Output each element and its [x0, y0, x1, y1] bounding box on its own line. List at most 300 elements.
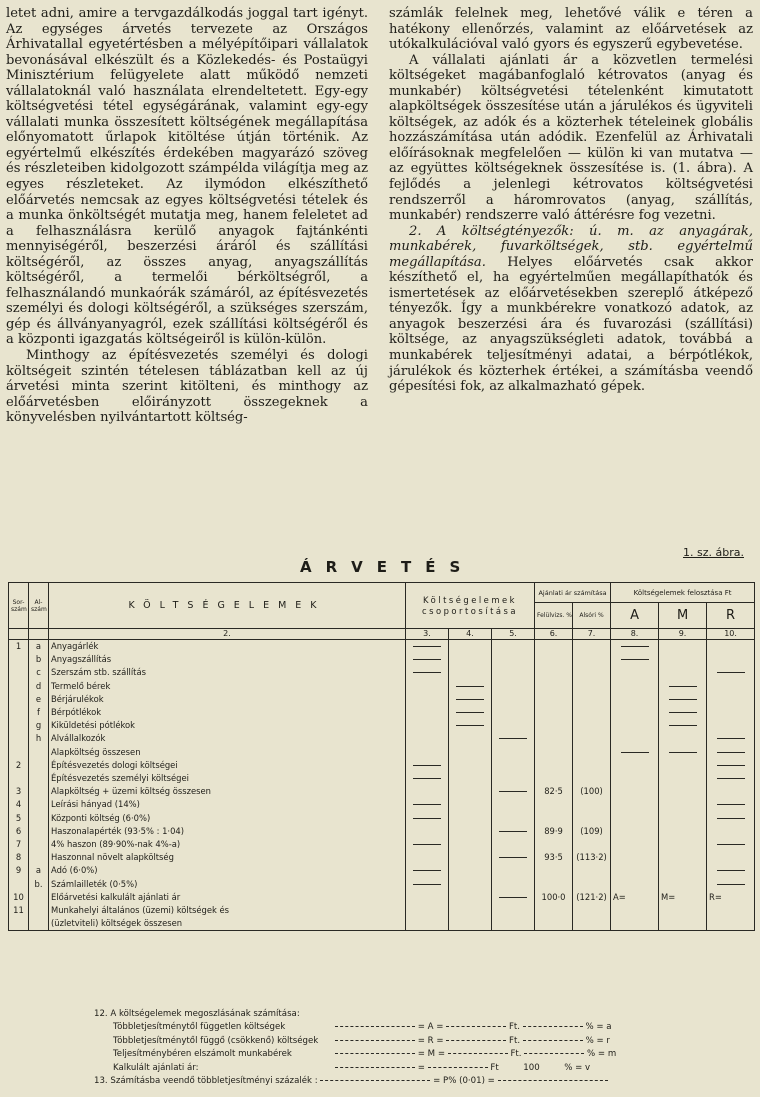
row-pct-felulvizs — [535, 666, 573, 679]
row-pct-felulvizs — [535, 732, 573, 745]
calc-eq-m: = M = — [417, 1049, 446, 1060]
row-c3 — [406, 891, 449, 904]
row-pct-alsori — [573, 864, 611, 877]
row-r — [707, 719, 755, 732]
row-c5 — [492, 772, 535, 785]
row-sor — [9, 719, 29, 732]
calc-label-r: Többletjesítménytől függő (csökkenő) költségek — [113, 1035, 319, 1046]
row-m — [659, 812, 707, 825]
row-label: Termelő bérek — [49, 680, 406, 693]
figure-label: 1. sz. ábra. — [683, 546, 744, 559]
row-m — [659, 838, 707, 851]
row-pct-alsori — [573, 878, 611, 891]
row-a — [611, 732, 659, 745]
row-pct-alsori: (113·2) — [573, 851, 611, 864]
row-pct-felulvizs — [535, 640, 573, 654]
colnum: 10. — [707, 629, 755, 640]
blank-line — [717, 818, 745, 819]
row-label: Alapköltség összesen — [49, 746, 406, 759]
row-pct-felulvizs: 93·5 — [535, 851, 573, 864]
row-pct-alsori — [573, 706, 611, 719]
colnum: 5. — [492, 629, 535, 640]
calc-eq-v: = — [417, 1062, 425, 1073]
row-label: Alvállalkozók — [49, 732, 406, 745]
row-m — [659, 878, 707, 891]
blank-line — [621, 646, 649, 647]
calc-heading-12: 12. A költségelemek megoszlásának számítása: — [94, 1009, 300, 1019]
form-row — [9, 825, 755, 838]
row-m — [659, 640, 707, 654]
row-r — [707, 732, 755, 745]
header-a: A — [611, 603, 659, 629]
header-alsori: Alsóri % — [573, 603, 611, 629]
row-r — [707, 798, 755, 811]
left-text-column — [6, 6, 368, 426]
calc-line-m — [94, 1048, 734, 1061]
blank-line — [413, 646, 441, 647]
colnum — [9, 629, 29, 640]
row-c3 — [406, 732, 449, 745]
row-c3 — [406, 878, 449, 891]
calc-unit-m: Ft. — [510, 1049, 522, 1060]
header-sor: Sor-szám — [9, 583, 29, 629]
row-label: Adó (6·0%) — [49, 864, 406, 877]
row-c5 — [492, 693, 535, 706]
row-pct-felulvizs — [535, 812, 573, 825]
row-pct-felulvizs — [535, 878, 573, 891]
row-c5 — [492, 812, 535, 825]
calculation-block — [94, 1008, 734, 1088]
row-c5 — [492, 825, 535, 838]
row-alszam: d — [29, 680, 49, 693]
blank-line — [499, 791, 527, 792]
blank-line — [456, 712, 484, 713]
row-pct-alsori: (121·2) — [573, 891, 611, 904]
row-a — [611, 785, 659, 798]
row-c4 — [449, 825, 492, 838]
blank-line — [413, 672, 441, 673]
row-alszam — [29, 785, 49, 798]
row-m — [659, 798, 707, 811]
row-c4 — [449, 732, 492, 745]
row-alszam — [29, 917, 49, 931]
form-row — [9, 785, 755, 798]
row-pct-alsori — [573, 798, 611, 811]
form-row — [9, 706, 755, 719]
blank-line — [413, 804, 441, 805]
row-m — [659, 759, 707, 772]
row-pct-alsori — [573, 904, 611, 917]
row-pct-felulvizs — [535, 680, 573, 693]
row-alszam: h — [29, 732, 49, 745]
calc-line-v — [94, 1062, 734, 1075]
row-r — [707, 785, 755, 798]
header-felosztas: Költségelemek felosztása Ft — [611, 583, 755, 603]
row-m — [659, 693, 707, 706]
row-m: M= — [659, 891, 707, 904]
row-m — [659, 917, 707, 931]
row-sor: 9 — [9, 864, 29, 877]
row-c4 — [449, 851, 492, 864]
row-sor: 2 — [9, 759, 29, 772]
calc-line-a — [94, 1021, 734, 1034]
calc-label-a: Többletjesítménytől független költségek — [113, 1022, 286, 1033]
colnum: 9. — [659, 629, 707, 640]
row-a: A= — [611, 891, 659, 904]
row-a — [611, 904, 659, 917]
blank-line — [499, 897, 527, 898]
row-m — [659, 706, 707, 719]
row-c4 — [449, 746, 492, 759]
row-c3 — [406, 812, 449, 825]
colnum: 6. — [535, 629, 573, 640]
row-a — [611, 693, 659, 706]
row-label: Építésvezetés dologi költségei — [49, 759, 406, 772]
blank-line — [717, 765, 745, 766]
header-csoportositas: Költségelemek csoportosítása — [406, 583, 535, 629]
blank-line — [669, 699, 697, 700]
row-a — [611, 653, 659, 666]
row-pct-alsori: (109) — [573, 825, 611, 838]
header-r: R — [707, 603, 755, 629]
calc-formula-13: = P% (0·01) = — [433, 1076, 495, 1087]
blank-line — [717, 752, 745, 753]
row-pct-felulvizs: 100·0 — [535, 891, 573, 904]
row-c4 — [449, 693, 492, 706]
row-alszam — [29, 891, 49, 904]
row-m — [659, 904, 707, 917]
header-m: M — [659, 603, 707, 629]
blank-line — [717, 778, 745, 779]
row-alszam: b. — [29, 878, 49, 891]
blank-line — [499, 831, 527, 832]
row-a — [611, 864, 659, 877]
row-c4 — [449, 666, 492, 679]
row-m — [659, 666, 707, 679]
row-pct-felulvizs — [535, 838, 573, 851]
row-pct-alsori — [573, 838, 611, 851]
row-m — [659, 864, 707, 877]
blank-line — [413, 884, 441, 885]
row-c3 — [406, 746, 449, 759]
row-label: Anyagszállítás — [49, 653, 406, 666]
colnum — [29, 629, 49, 640]
row-c3 — [406, 798, 449, 811]
row-sor — [9, 693, 29, 706]
row-alszam — [29, 812, 49, 825]
row-pct-alsori — [573, 772, 611, 785]
row-label: Bérjárulékok — [49, 693, 406, 706]
row-sor — [9, 878, 29, 891]
row-c3 — [406, 917, 449, 931]
row-label: Haszonnal növelt alapköltség — [49, 851, 406, 864]
row-pct-alsori — [573, 640, 611, 654]
row-r — [707, 851, 755, 864]
row-r — [707, 693, 755, 706]
form-row — [9, 746, 755, 759]
row-c3 — [406, 825, 449, 838]
row-c5 — [492, 917, 535, 931]
row-c3 — [406, 666, 449, 679]
blank-line — [669, 725, 697, 726]
header-alszam: Al-szám — [29, 583, 49, 629]
row-m — [659, 719, 707, 732]
row-sor — [9, 732, 29, 745]
calc-line-13 — [94, 1075, 734, 1088]
form-row — [9, 864, 755, 877]
row-c4 — [449, 772, 492, 785]
row-pct-alsori — [573, 680, 611, 693]
row-label: Előárvetési kalkulált ajánlati ár — [49, 891, 406, 904]
row-alszam — [29, 759, 49, 772]
row-pct-alsori — [573, 759, 611, 772]
row-c5 — [492, 653, 535, 666]
row-alszam — [29, 851, 49, 864]
row-c3 — [406, 693, 449, 706]
row-label: Szerszám stb. szállítás — [49, 666, 406, 679]
row-pct-alsori — [573, 666, 611, 679]
row-c5 — [492, 640, 535, 654]
row-a — [611, 759, 659, 772]
row-a — [611, 640, 659, 654]
blank-line — [413, 778, 441, 779]
row-alszam: f — [29, 706, 49, 719]
calc-line-r — [94, 1035, 734, 1048]
row-label: (üzletviteli) költségek összesen — [49, 917, 406, 931]
form-row — [9, 917, 755, 931]
row-r — [707, 706, 755, 719]
row-r — [707, 864, 755, 877]
blank-line — [413, 844, 441, 845]
row-r — [707, 653, 755, 666]
row-sor: 5 — [9, 812, 29, 825]
row-c5 — [492, 680, 535, 693]
blank-line — [499, 738, 527, 739]
form-row — [9, 759, 755, 772]
header-koltsegelemek: KÖLTSÉGELEMEK — [49, 583, 406, 629]
row-c3 — [406, 719, 449, 732]
blank-line — [717, 870, 745, 871]
row-a — [611, 746, 659, 759]
row-label: Kiküldetési pótlékok — [49, 719, 406, 732]
form-row — [9, 772, 755, 785]
form-row — [9, 719, 755, 732]
header-felulvizs: Felülvizs. % — [535, 603, 573, 629]
row-c3 — [406, 706, 449, 719]
arvetes-form-table — [8, 582, 755, 931]
row-pct-alsori: (100) — [573, 785, 611, 798]
row-label: Haszonalapérték (93·5% : 1·04) — [49, 825, 406, 838]
row-c4 — [449, 706, 492, 719]
right-paragraph-3 — [389, 224, 753, 395]
row-m — [659, 851, 707, 864]
row-m — [659, 732, 707, 745]
row-sor: 3 — [9, 785, 29, 798]
form-row — [9, 851, 755, 864]
row-pct-felulvizs — [535, 719, 573, 732]
row-r — [707, 640, 755, 654]
row-c4 — [449, 917, 492, 931]
row-c4 — [449, 812, 492, 825]
colnum: 7. — [573, 629, 611, 640]
row-alszam — [29, 825, 49, 838]
row-alszam: e — [29, 693, 49, 706]
row-pct-felulvizs — [535, 706, 573, 719]
blank-line — [717, 672, 745, 673]
row-a — [611, 680, 659, 693]
row-alszam — [29, 746, 49, 759]
blank-line — [456, 686, 484, 687]
calc-pct-m: % = m — [587, 1049, 617, 1060]
right-paragraph-1: számlák felelnek meg, lehetővé válik e téren a hatékony ellenőrzés, valamint az előárvetések az utókalkulációval való gyors és egyszerű egybevetése. — [389, 6, 753, 53]
form-row — [9, 640, 755, 654]
row-sor — [9, 917, 29, 931]
row-alszam: a — [29, 640, 49, 654]
form-row — [9, 693, 755, 706]
row-c5 — [492, 851, 535, 864]
row-c3 — [406, 653, 449, 666]
blank-line — [717, 884, 745, 885]
calc-pct-v: % = v — [564, 1062, 591, 1073]
row-alszam: b — [29, 653, 49, 666]
row-alszam — [29, 772, 49, 785]
row-c5 — [492, 838, 535, 851]
row-r — [707, 746, 755, 759]
calc-eq-r: = R = — [417, 1035, 444, 1046]
row-pct-felulvizs: 89·9 — [535, 825, 573, 838]
row-c5 — [492, 904, 535, 917]
form-row — [9, 891, 755, 904]
row-c5 — [492, 719, 535, 732]
blank-line — [717, 804, 745, 805]
blank-line — [413, 659, 441, 660]
blank-line — [456, 725, 484, 726]
row-c4 — [449, 759, 492, 772]
row-sor: 8 — [9, 851, 29, 864]
calc-eq-a: = A = — [417, 1022, 444, 1033]
row-pct-felulvizs — [535, 904, 573, 917]
row-a — [611, 706, 659, 719]
blank-line — [413, 818, 441, 819]
colnum: 3. — [406, 629, 449, 640]
row-alszam — [29, 798, 49, 811]
table-title: ÁRVETÉS — [300, 558, 475, 576]
form-row — [9, 653, 755, 666]
row-r — [707, 666, 755, 679]
calc-pct-r: % = r — [585, 1035, 610, 1046]
row-a — [611, 825, 659, 838]
row-c3 — [406, 772, 449, 785]
section-heading: 2. A költségtényezők: ú. m. az anyagárak, munkabérek, fuvarköltségek, stb. egyértelmű megállapítása. — [389, 223, 753, 270]
row-m — [659, 680, 707, 693]
calc-unit-a: Ft. — [508, 1022, 520, 1033]
row-c5 — [492, 759, 535, 772]
row-pct-felulvizs — [535, 693, 573, 706]
row-sor: 1 — [9, 640, 29, 654]
row-r — [707, 838, 755, 851]
row-label: Bérpótlékok — [49, 706, 406, 719]
row-c3 — [406, 838, 449, 851]
row-alszam — [29, 904, 49, 917]
row-m — [659, 825, 707, 838]
row-c5 — [492, 732, 535, 745]
row-pct-felulvizs — [535, 864, 573, 877]
form-row — [9, 798, 755, 811]
row-c4 — [449, 864, 492, 877]
row-sor — [9, 706, 29, 719]
row-label: Munkahelyi általános (üzemi) költségek és — [49, 904, 406, 917]
row-sor: 7 — [9, 838, 29, 851]
row-c5 — [492, 864, 535, 877]
row-c5 — [492, 878, 535, 891]
row-r — [707, 772, 755, 785]
form-row — [9, 680, 755, 693]
row-c5 — [492, 891, 535, 904]
row-pct-alsori — [573, 812, 611, 825]
form-row — [9, 838, 755, 851]
row-c3 — [406, 851, 449, 864]
row-pct-felulvizs — [535, 746, 573, 759]
row-pct-alsori — [573, 719, 611, 732]
row-alszam — [29, 838, 49, 851]
calc-line-12 — [94, 1008, 734, 1021]
row-c5 — [492, 798, 535, 811]
section-body: Helyes előárvetés csak akkor készíthető el, ha egyértelműen megállapíthatók és ismertetések az előárvetésekben szereplő átképező tényezők. Így a munkbérekre vonatkozó adatok, az anyagok beszerzési ára és fuvarozási (szállítási) költsége, az anyagszükségleti adatok, továbbá a munkabérek teljesítményi adatai, a bérpótlékok, járulékok és közterhek értékei, a számításba veendő gépesítési fok, az alkalmazható gépek. — [389, 254, 753, 395]
row-label: Központi költség (6·0%) — [49, 812, 406, 825]
row-label: Leírási hányad (14%) — [49, 798, 406, 811]
row-pct-felulvizs — [535, 798, 573, 811]
form-row — [9, 732, 755, 745]
form-row — [9, 666, 755, 679]
calc-value-100: 100 — [523, 1062, 540, 1073]
calc-unit-v: Ft — [490, 1062, 499, 1073]
calc-label-m: Teljesítménybéren elszámolt munkabérek — [113, 1049, 292, 1060]
row-r — [707, 680, 755, 693]
calc-label-v: Kalkulált ajánlati ár: — [113, 1062, 199, 1073]
row-c4 — [449, 719, 492, 732]
row-a — [611, 917, 659, 931]
row-sor — [9, 666, 29, 679]
row-pct-felulvizs — [535, 759, 573, 772]
row-r — [707, 904, 755, 917]
right-text-column — [389, 6, 753, 395]
row-m — [659, 785, 707, 798]
row-a — [611, 812, 659, 825]
colnum: 4. — [449, 629, 492, 640]
row-sor — [9, 746, 29, 759]
blank-line — [621, 659, 649, 660]
row-c3 — [406, 904, 449, 917]
row-pct-alsori — [573, 917, 611, 931]
row-m — [659, 653, 707, 666]
row-label: Számlailleték (0·5%) — [49, 878, 406, 891]
row-sor — [9, 653, 29, 666]
row-c5 — [492, 746, 535, 759]
left-paragraph-2: Minthogy az építésvezetés személyi és dologi költségeit szintén tételesen táblázatban kell az új árvetési minta szerint kitölteni, és minthogy az előárvetésben előirányzott összegeknek a könyvelésben nyilvántartott költség- — [6, 348, 368, 426]
row-c4 — [449, 904, 492, 917]
right-paragraph-2: A vállalati ajánlati ár a közvetlen termelési költségeket magábanfoglaló kétrovatos (anyag és munkabér) költségvetési tételenként kimutatott alapköltségek összesítése után a járulékos és ügyviteli költségek, az adók és a közterhek tételeinek globális hozzászámítása után adódik. Ezenfelül az Árhivatali előírásoknak megfelelően — külön ki van mutatva — az együttes költségeknek összesítése is. (1. ábra). A fejlődés a jelenlegi kétrovatos költségvetési rendszerről a háromrovatos (anyag, szállítás, munkabér) rendszerre való áttérésre fog vezetni. — [389, 52, 753, 224]
row-label: Alapköltség + üzemi költség összesen — [49, 785, 406, 798]
calc-unit-r: Ft. — [509, 1035, 521, 1046]
row-a — [611, 878, 659, 891]
row-c4 — [449, 878, 492, 891]
form-row — [9, 878, 755, 891]
row-m — [659, 772, 707, 785]
row-c3 — [406, 640, 449, 654]
row-pct-alsori — [573, 653, 611, 666]
row-a — [611, 666, 659, 679]
row-c4 — [449, 680, 492, 693]
